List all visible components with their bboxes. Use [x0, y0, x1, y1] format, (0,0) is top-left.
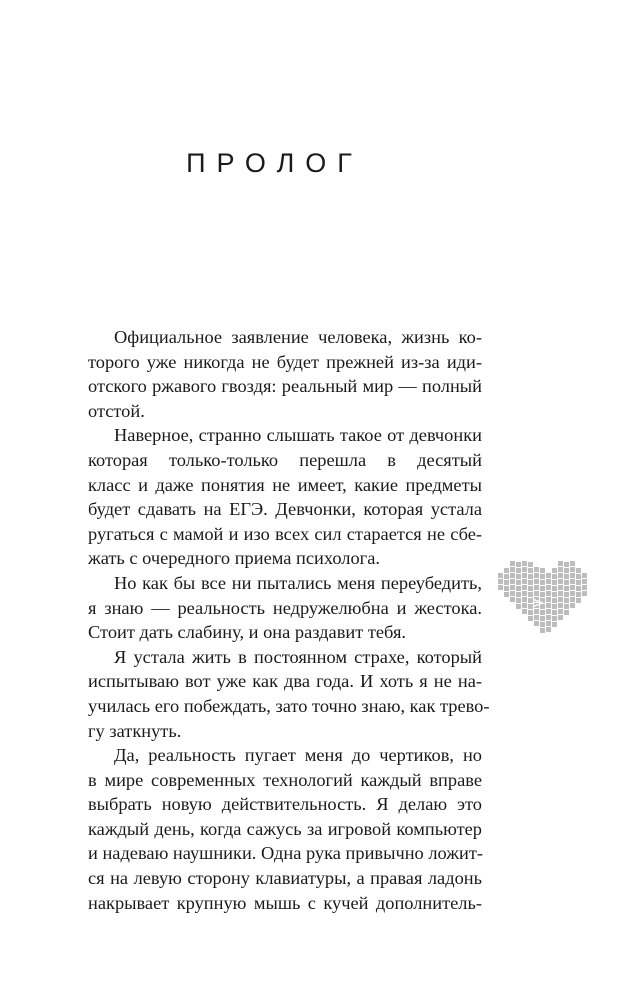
heart-pixel	[528, 574, 533, 579]
heart-pixel	[534, 567, 539, 572]
heart-pixel	[564, 604, 569, 609]
heart-pixel	[540, 580, 545, 585]
heart-pixel	[576, 580, 581, 585]
heart-pixel	[534, 573, 539, 578]
heart-pixel	[570, 597, 575, 602]
heart-pixel	[522, 573, 527, 578]
heart-pixel	[564, 568, 569, 573]
heart-pixel	[504, 574, 509, 579]
heart-pixel	[552, 580, 557, 585]
heart-pixel	[546, 591, 551, 596]
heart-pixel	[540, 628, 545, 633]
paragraph	[62, 645, 490, 743]
heart-pixel	[546, 615, 551, 620]
pixel-heart-icon	[497, 558, 589, 642]
heart-pixel	[516, 604, 521, 609]
heart-pixel	[582, 573, 587, 578]
heart-pixel	[552, 622, 557, 627]
heart-pixel	[540, 568, 545, 573]
heart-pixel	[582, 585, 587, 590]
heart-pixel	[564, 580, 569, 585]
heart-pixel	[576, 574, 581, 579]
heart-pixel	[570, 603, 575, 608]
text-line: ругаться с мамой и изо всех сил старается не сбе-	[88, 523, 482, 544]
heart-pixel	[540, 616, 545, 621]
heart-pixel	[510, 561, 515, 566]
text-line: гу заткнуть.	[88, 720, 182, 741]
body-text	[62, 325, 490, 915]
heart-pixel	[558, 609, 563, 614]
heart-pixel	[558, 615, 563, 620]
heart-pixel	[516, 574, 521, 579]
heart-pixel	[552, 568, 557, 573]
heart-pixel	[558, 591, 563, 596]
heart-pixel	[552, 574, 557, 579]
heart-pixel	[570, 573, 575, 578]
heart-pixel	[576, 592, 581, 597]
heart-pixel	[504, 592, 509, 597]
paragraph	[62, 325, 482, 423]
heart-pixel	[516, 580, 521, 585]
heart-pixel	[540, 574, 545, 579]
heart-pixel	[510, 597, 515, 602]
heart-pixel	[546, 579, 551, 584]
heart-pixel	[510, 585, 515, 590]
text-line: в мире современных технологий каждый вправе	[88, 769, 482, 790]
heart-pixel	[558, 585, 563, 590]
heart-pixel	[546, 573, 551, 578]
heart-pixel	[564, 586, 569, 591]
heart-pixel	[576, 586, 581, 591]
heart-pixel	[516, 562, 521, 567]
text-line: каждый день, когда сажусь за игровой компьютер	[88, 818, 482, 839]
heart-pixel	[504, 586, 509, 591]
heart-pixel	[522, 603, 527, 608]
heart-pixel	[498, 573, 503, 578]
heart-pixel	[516, 568, 521, 573]
heart-pixel	[552, 616, 557, 621]
heart-pixel	[528, 568, 533, 573]
paragraph	[62, 571, 482, 645]
heart-pixel	[558, 573, 563, 578]
pixel-heart-graphic	[497, 558, 589, 642]
heart-pixel	[516, 592, 521, 597]
heart-pixel	[552, 604, 557, 609]
heart-pixel	[564, 562, 569, 567]
text-line: класс и даже понятия не имеет, какие предметы	[88, 474, 482, 495]
text-line: торого уже никогда не будет прежней из-за иди-	[88, 351, 482, 372]
heart-pixel	[534, 621, 539, 626]
text-line: Официальное заявление человека, жизнь ко-	[114, 327, 482, 347]
heart-pixel	[516, 598, 521, 603]
paragraph	[62, 743, 482, 915]
text-line: отстой.	[88, 400, 145, 421]
text-line: Стоит дать слабину, и она раздавит тебя.	[88, 622, 407, 643]
heart-pixel	[540, 622, 545, 627]
text-line: я знаю — реальность недружелюбна и жестока.	[88, 597, 482, 618]
heart-pixel	[564, 610, 569, 615]
heart-pixel	[582, 591, 587, 596]
heart-pixel	[546, 597, 551, 602]
paragraph	[62, 423, 482, 571]
text-line: выбрать новую действительность. Я делаю это	[88, 794, 482, 815]
heart-pixel	[504, 568, 509, 573]
heart-pixel	[522, 609, 527, 614]
heart-pixel	[528, 580, 533, 585]
heart-glyph: >	[531, 593, 545, 612]
heart-pixel	[570, 585, 575, 590]
heart-pixel	[522, 597, 527, 602]
heart-pixel	[576, 598, 581, 603]
heart-pixel	[558, 561, 563, 566]
heart-pixel	[552, 598, 557, 603]
heart-pixel	[534, 585, 539, 590]
heart-pixel	[522, 591, 527, 596]
heart-pixel	[564, 574, 569, 579]
heart-pixel	[510, 579, 515, 584]
heart-pixel	[546, 627, 551, 632]
heart-pixel	[534, 579, 539, 584]
heart-pixel	[498, 585, 503, 590]
heart-pixel	[498, 579, 503, 584]
heart-pixel	[546, 609, 551, 614]
text-line: Но как бы все ни пытались меня переубедить,	[114, 572, 482, 593]
heart-pixel	[570, 561, 575, 566]
heart-pixel	[558, 603, 563, 608]
heart-pixel	[528, 616, 533, 621]
heart-pixel	[534, 615, 539, 620]
heart-pixel	[564, 592, 569, 597]
heart-pixel	[522, 561, 527, 566]
chapter-title: ПРОЛОГ	[186, 148, 363, 178]
text-line: Да, реальность пугает меня до чертиков, но	[114, 745, 482, 766]
heart-pixel	[546, 603, 551, 608]
text-line: училась его побеждать, зато точно знаю, как трево-	[88, 695, 490, 716]
heart-pixel	[528, 586, 533, 591]
heart-pixel	[570, 579, 575, 584]
heart-pixel	[516, 586, 521, 591]
heart-pixel	[558, 579, 563, 584]
heart-pixel	[576, 568, 581, 573]
text-line: жать с очередного приема психолога.	[88, 548, 380, 569]
text-line: которая только-только перешла в десятый	[88, 449, 482, 470]
heart-pixel	[558, 597, 563, 602]
heart-pixel	[558, 567, 563, 572]
text-line: и надеваю наушники. Одна рука привычно ложит-	[88, 843, 483, 864]
heart-pixel	[522, 567, 527, 572]
text-line: накрывает крупную мышь с кучей дополнитель-	[88, 892, 482, 913]
heart-pixel	[546, 621, 551, 626]
heart-pixel	[552, 586, 557, 591]
text-line: испытываю вот уже как два года. И хоть я не на-	[88, 671, 482, 692]
heart-pixel	[510, 567, 515, 572]
heart-pixel	[564, 598, 569, 603]
text-line: Наверное, странно слышать такое от девчонки	[114, 425, 482, 446]
heart-pixel	[540, 586, 545, 591]
heart-pixel	[570, 591, 575, 596]
heart-pixel	[552, 610, 557, 615]
heart-pixel	[522, 579, 527, 584]
heart-pixel	[510, 573, 515, 578]
text-line: будет сдавать на ЕГЭ. Девчонки, которая устала	[88, 499, 482, 520]
heart-pixel	[552, 592, 557, 597]
heart-pixel	[510, 591, 515, 596]
heart-pixel	[570, 567, 575, 572]
heart-pixel	[528, 562, 533, 567]
text-line: отского ржавого гвоздя: реальный мир — полный	[88, 376, 482, 397]
text-line: Я устала жить в постоянном страхе, который	[114, 646, 482, 667]
heart-pixel	[522, 585, 527, 590]
text-line: ся на левую сторону клавиатуры, а правая ладонь	[88, 868, 482, 889]
heart-pixel	[504, 580, 509, 585]
heart-pixel	[582, 579, 587, 584]
heart-pixel	[546, 585, 551, 590]
